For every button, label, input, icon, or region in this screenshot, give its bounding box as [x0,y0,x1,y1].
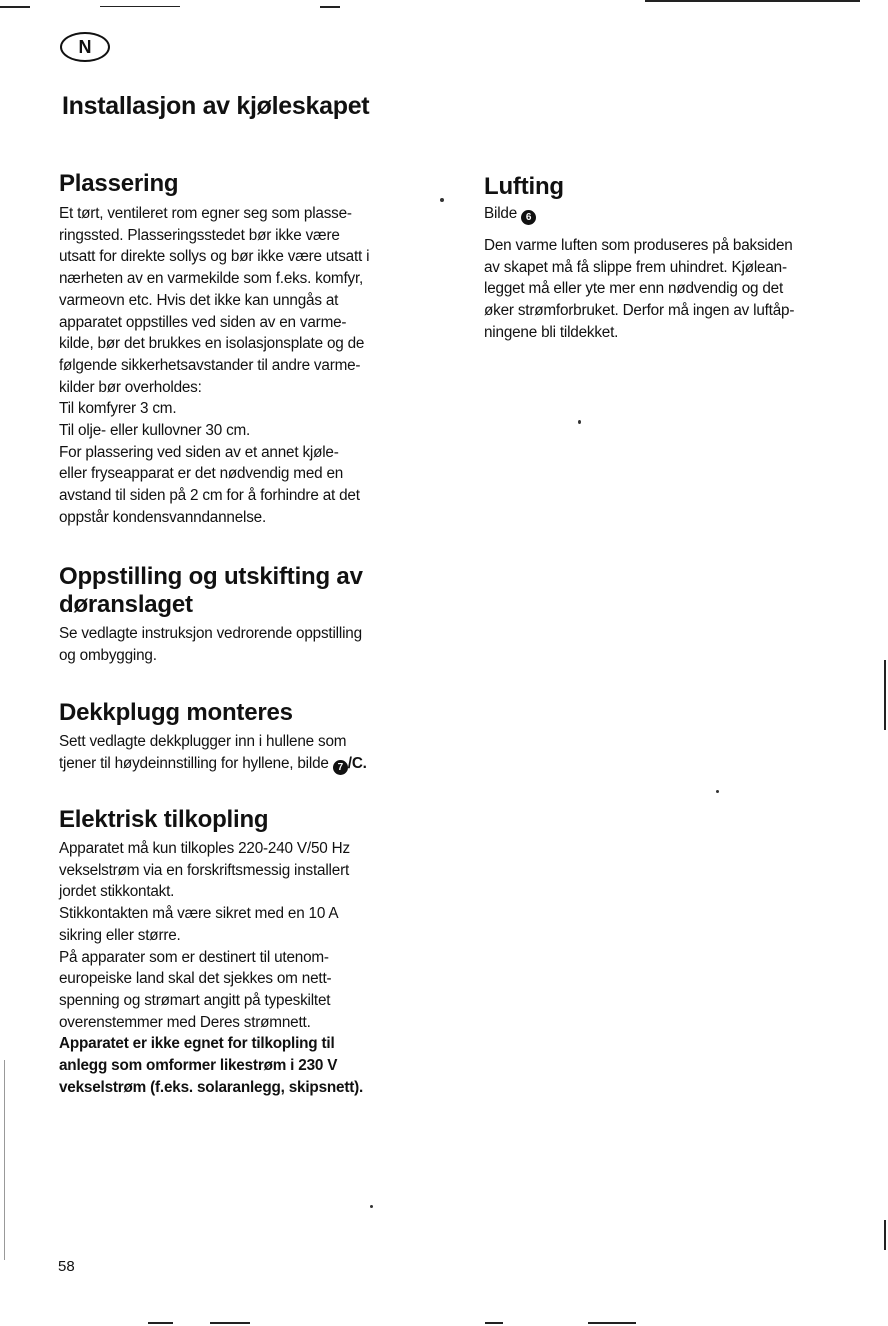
text-line: nærheten av en varmekilde som f.eks. komfyr, [59,270,364,288]
scan-edge [884,1220,886,1250]
text-line: av skapet må få slippe frem uhindret. Kjølean- [484,258,787,276]
section-heading: Plassering [59,170,179,197]
section-plassering [59,170,439,529]
text-line: ningene bli tildekket. [484,323,619,341]
scan-speck [440,198,444,202]
text-line: Til komfyrer 3 cm. [59,400,177,418]
text-line: På apparater som er destinert til utenom- [59,948,329,966]
scan-rule [588,1322,636,1324]
scan-rule [100,6,180,7]
text-line: legget må eller yte mer enn nødvendig og det [484,280,784,298]
text-fragment: tjener til høydeinnstilling for hyllene, bilde [59,754,329,772]
section-body [59,731,449,775]
language-badge [60,32,110,62]
scan-rule [210,1322,250,1324]
text-line: varmeovn etc. Hvis det ikke kan unngås at [59,291,339,309]
section-heading-line: Oppstilling og utskifting av [59,563,363,590]
figure-suffix: /C. [347,754,367,772]
section-heading-line: døranslaget [59,591,193,618]
text-line: europeiske land skal det sjekkes om nett- [59,970,332,988]
warning-line: vekselstrøm (f.eks. solaranlegg, skipsnett). [59,1078,364,1096]
text-line: Stikkontakten må være sikret med en 10 A [59,905,339,923]
text-line: følgende sikkerhetsavstander til andre varme- [59,356,361,374]
section-oppstilling [59,563,439,666]
text-line: spenning og strømart angitt på typeskiltet [59,991,331,1009]
warning-line: Apparatet er ikke egnet for tilkopling til [59,1035,335,1053]
figure-reference [484,203,864,225]
scan-rule [645,0,860,2]
section-dekkplugg [59,699,449,775]
scan-edge [4,1060,5,1260]
text-line: kilde, bør det brukkes en isolasjonsplate og de [59,335,365,353]
page-number: 58 [58,1258,75,1275]
text-line: kilder bør overholdes: [59,378,202,396]
section-heading: Dekkplugg monteres [59,699,293,726]
figure-label: Bilde [484,205,518,222]
text-line: avstand til siden på 2 cm for å forhindre at det [59,487,360,505]
text-line: For plassering ved siden av et annet kjøle- [59,443,339,461]
scan-rule [0,6,30,8]
text-line: eller fryseapparat er det nødvendig med en [59,465,344,483]
text-line: utsatt for direkte sollys og bør ikke være utsatt i [59,248,370,266]
text-line: overenstemmer med Deres strømnett. [59,1013,311,1031]
text-line: og ombygging. [59,646,157,664]
section-body [59,838,439,1098]
scan-rule [485,1322,503,1324]
scan-rule [320,6,340,8]
text-line: Et tørt, ventileret rom egner seg som plasse- [59,205,352,222]
text-line: Sett vedlagte dekkplugger inn i hullene som [59,733,347,750]
text-line: Den varme luften som produseres på baksiden [484,237,793,254]
text-line: Se vedlagte instruksjon vedrorende oppstilling [59,625,362,642]
text-line [59,753,449,775]
section-heading: Lufting [484,173,564,200]
figure-ref-icon: 7 [333,760,348,775]
text-line: vekselstrøm via en forskriftsmessig installert [59,861,350,879]
text-line: sikring eller større. [59,926,181,944]
scan-speck [578,420,581,424]
figure-ref-icon: 6 [521,210,536,225]
section-heading [59,563,439,619]
text-line: ringssted. Plasseringsstedet bør ikke være [59,226,340,244]
section-body [484,235,864,344]
text-line: jordet stikkontakt. [59,883,175,901]
section-body [59,203,439,529]
text-line: Apparatet må kun tilkoples 220-240 V/50 Hz [59,840,350,857]
text-line: Til olje- eller kullovner 30 cm. [59,422,251,440]
section-heading: Elektrisk tilkopling [59,806,269,833]
text-line: apparatet oppstilles ved siden av en varme- [59,313,347,331]
language-badge-label: N [78,37,92,57]
text-line: øker strømforbruket. Derfor må ingen av luftåp- [484,302,795,320]
section-lufting [484,173,864,344]
page-title: Installasjon av kjøleskapet [62,92,370,120]
warning-line: anlegg som omformer likestrøm i 230 V [59,1057,338,1075]
scan-speck [370,1205,373,1208]
scan-rule [148,1322,173,1324]
text-line: oppstår kondensvanndannelse. [59,508,267,526]
scan-edge [884,660,886,730]
scan-speck [716,790,719,793]
section-elektrisk [59,806,439,1098]
section-body [59,623,439,666]
